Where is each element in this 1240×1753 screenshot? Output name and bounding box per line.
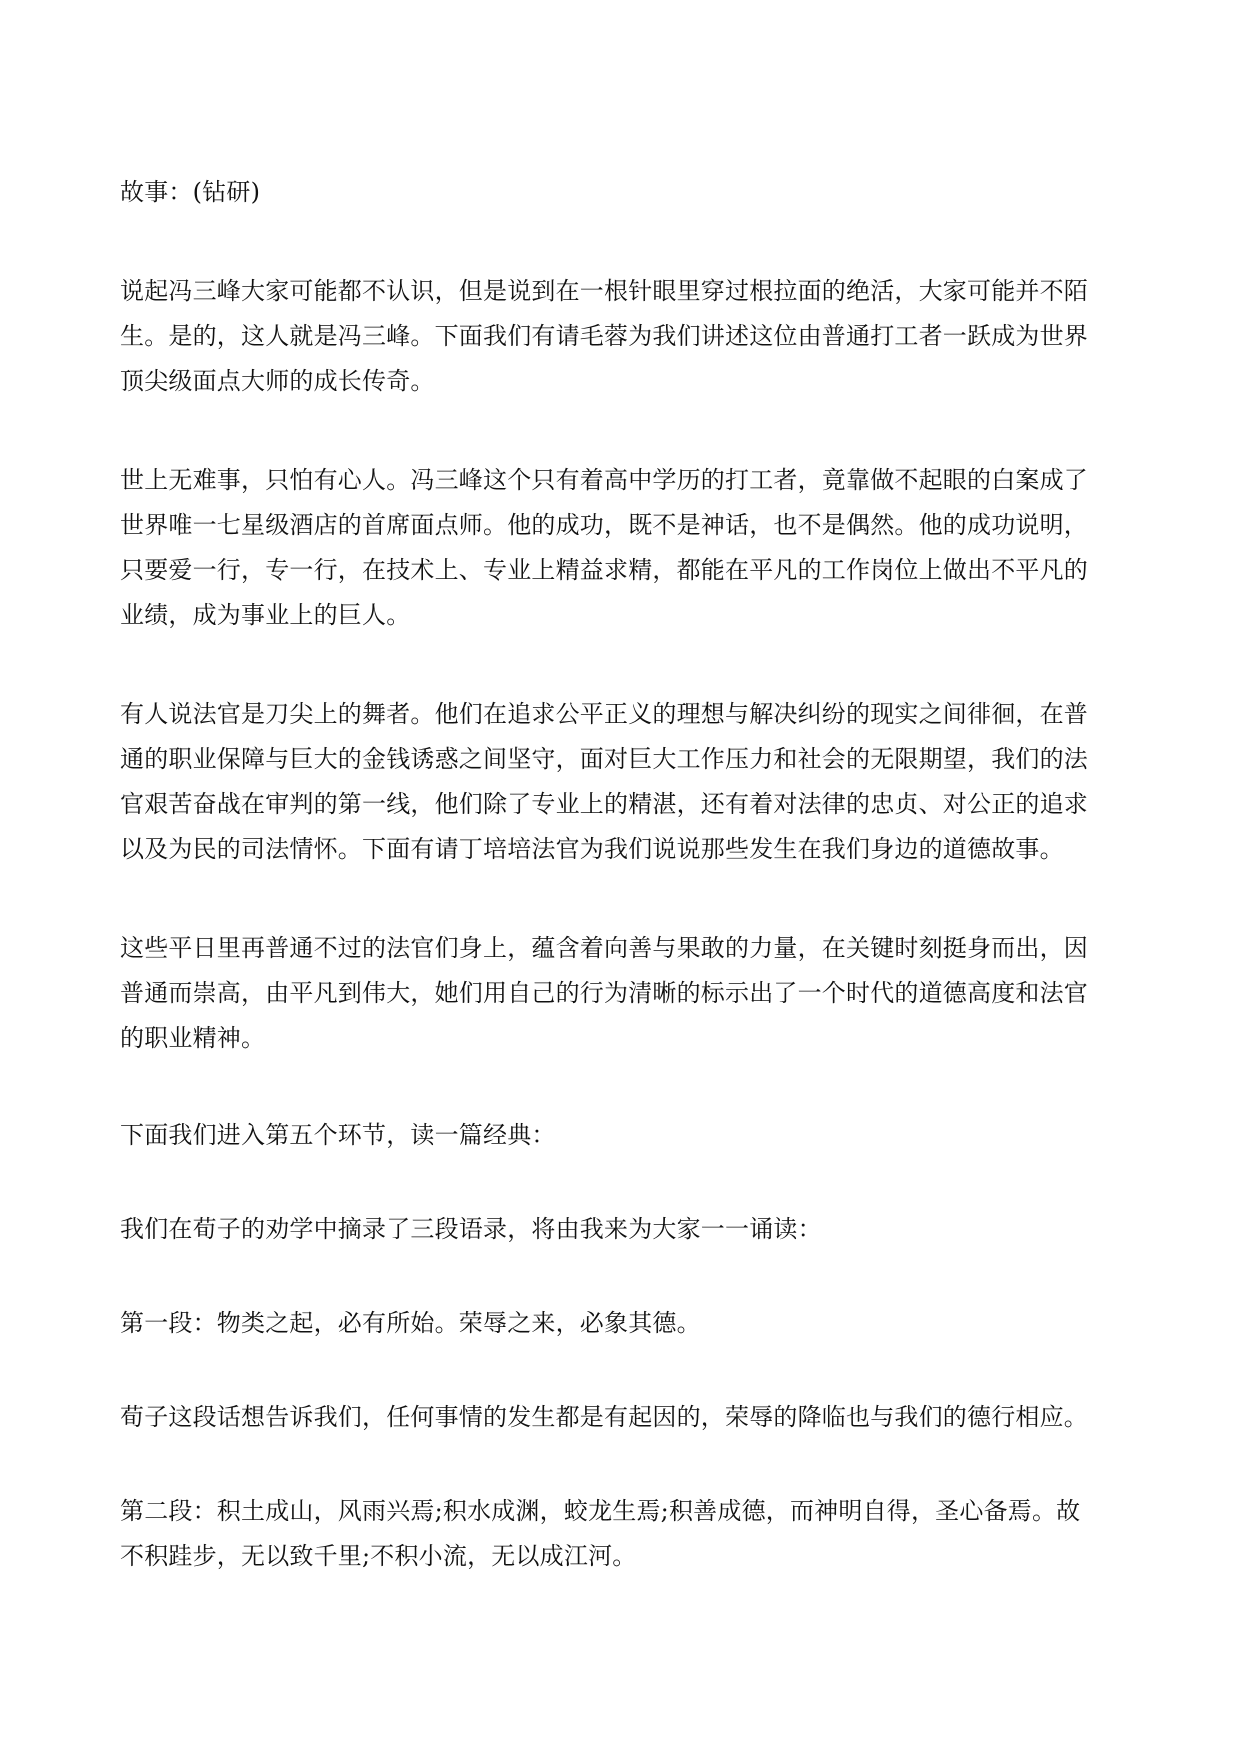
document-body (120, 170, 1120, 1579)
paragraph-story-heading: 故事：(钻研) (120, 178, 261, 206)
paragraph-feng-sanfeng-intro: 说起冯三峰大家可能都不认识，但是说到在一根针眼里穿过根拉面的绝活，大家可能并不陌 生。是的，这人就是冯三峰。下面我们有请毛蓉为我们讲述这位由普通打工者一跃成为世界 顶尖级面点大师的成长传奇。 (120, 277, 1088, 395)
paragraph-judges-dancers: 有人说法官是刀尖上的舞者。他们在追求公平正义的理想与解决纠纷的现实之间徘徊，在普 通的职业保障与巨大的金钱诱惑之间坚守，面对巨大工作压力和社会的无限期望，我们的法 官艰苦奋战在审判的第一线，他们除了专业上的精湛，还有着对法律的忠贞、对公正的追求 以及为民的司法情怀。下面有请丁培培法官为我们说说那些发生在我们身边的道德故事。 (120, 700, 1088, 863)
paragraph-quote-two: 第二段：积土成山，风雨兴焉;积水成渊，蛟龙生焉;积善成德，而神明自得，圣心备焉。故 不积跬步，无以致千里;不积小流，无以成江河。 (120, 1497, 1081, 1570)
paragraph-xunzi-intro: 我们在荀子的劝学中摘录了三段语录，将由我来为大家一一诵读： (120, 1215, 822, 1243)
paragraph-judges-spirit: 这些平日里再普通不过的法官们身上，蕴含着向善与果敢的力量，在关键时刻挺身而出，因 普通而崇高，由平凡到伟大，她们用自己的行为清晰的标示出了一个时代的道德高度和法官 的职业精神。 (120, 934, 1088, 1052)
paragraph-feng-sanfeng-success: 世上无难事，只怕有心人。冯三峰这个只有着高中学历的打工者，竟靠做不起眼的白案成了 世界唯一七星级酒店的首席面点师。他的成功，既不是神话，也不是偶然。他的成功说明， 只要爱一行，专一行，在技术上、专业上精益求精，都能在平凡的工作岗位上做出不平凡的 业绩，成为事业上的巨人。 (120, 466, 1088, 629)
paragraph-quote-one-explanation: 荀子这段话想告诉我们，任何事情的发生都是有起因的，荣辱的降临也与我们的德行相应。 (120, 1403, 1088, 1431)
paragraph-quote-one: 第一段：物类之起，必有所始。荣辱之来，必象其德。 (120, 1309, 701, 1337)
paragraph-fifth-section: 下面我们进入第五个环节，读一篇经典： (120, 1121, 556, 1149)
